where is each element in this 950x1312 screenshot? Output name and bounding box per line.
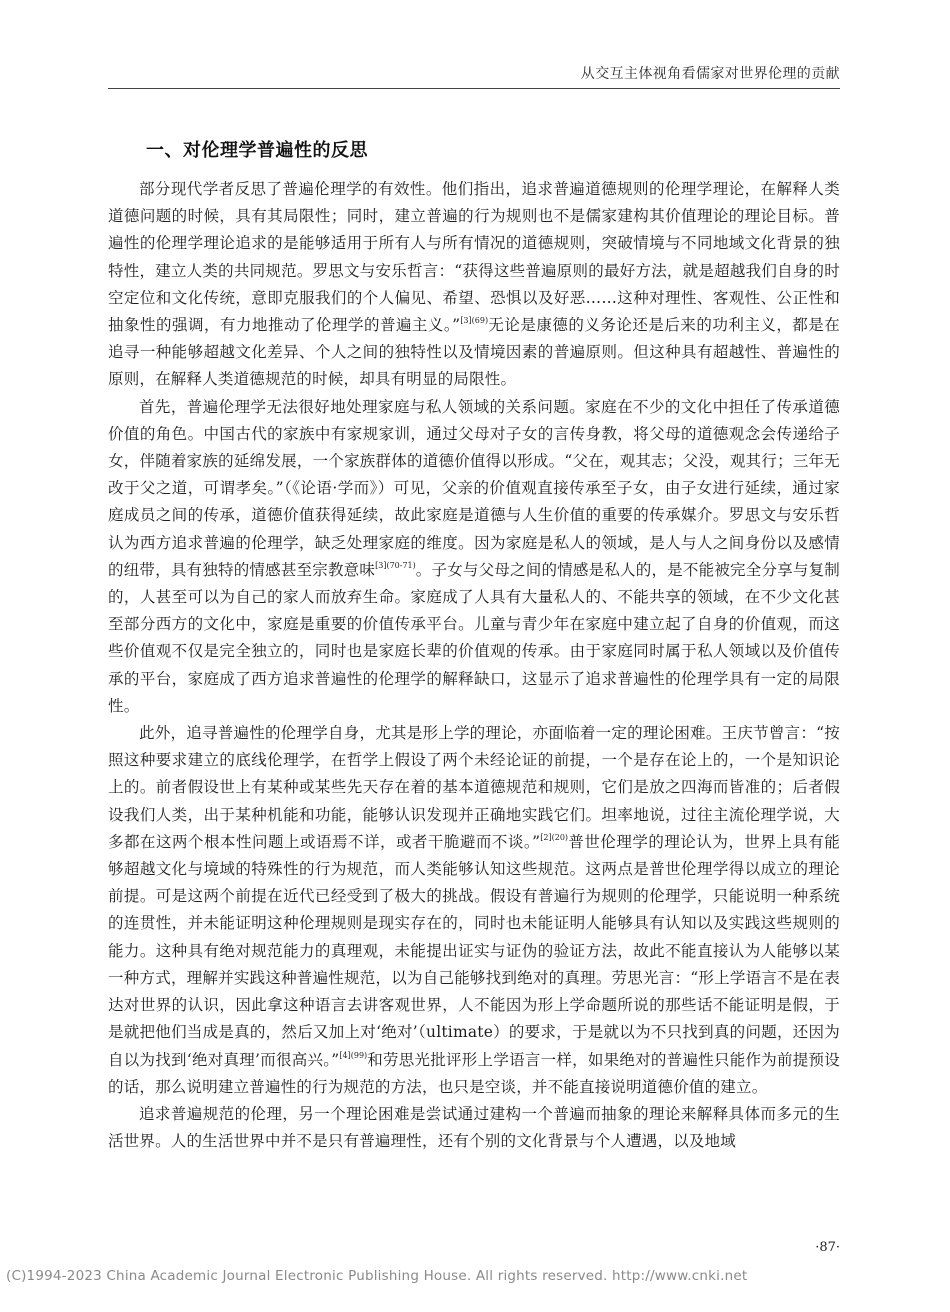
section-heading: 一、对伦理学普遍性的反思: [146, 140, 368, 161]
paragraph-text: 和劳思光批评形上学语言一样，如果绝对的普遍性只能作为前提预设的话，那么说明建立普遍性的行为规范的方法，也只是空谈，并不能直接说明道德价值的建立。: [108, 1050, 840, 1096]
paragraph: [108, 1101, 840, 1155]
paragraph: [108, 176, 840, 394]
citation-superscript: [3](70-71): [375, 560, 416, 570]
paragraph-text: 普世伦理学的理论认为，世界上具有能够超越文化与境域的特殊性的行为规范，而人类能够认知这些规范。这两点是普世伦理学得以成立的理论前提。可是这两个前提在近代已经受到了极大的挑战。假设有普遍行为规则的伦理学，只能说明一种系统的连贯性，并未能证明这种伦理规则是现实存在的，同时也未能证明人能够具有认知以及实践这些规则的能力。这种具有绝对规范能力的真理观，未能提出证实与证伪的验证方法，故此不能直接认为人能够以某一种方式，理解并实践这种普遍性规范，以为自己能够找到绝对的真理。劳思光言：“形上学语言不是在表达对世界的认识，因此拿这种语言去讲客观世界，人不能因为形上学命题所说的那些话不能证明是假，于是就把他们当成是真的，然后又加上对‘绝对’（ultimate）的要求，于是就以为不只找到真的问题，还因为自以为找到‘绝对真理’而很高兴。”: [108, 832, 841, 1069]
copyright-watermark: (C)1994-2023 China Academic Journal Electronic Publishing House. All rights reserved. http://www.cnki.net: [6, 1268, 748, 1284]
citation-superscript: [4](99): [339, 1050, 368, 1060]
paragraph: [108, 720, 840, 1101]
header-rule: [108, 88, 840, 89]
paragraph-text: 此外，追寻普遍性的伦理学自身，尤其是形上学的理论，亦面临着一定的理论困难。王庆节曾言：“按照这种要求建立的底线伦理学，在哲学上假设了两个未经论证的前提，一个是存在论上的，一个是知识论上的。前者假设世上有某种或某些先天存在着的基本道德规范和规则，它们是放之四海而皆准的；后者假设我们人类，出于某种机能和功能，能够认识发现并正确地实践它们。坦率地说，过往主流伦理学说，大多都在这两个根本性问题上或语焉不详，或者干脆避而不谈。”: [108, 724, 840, 851]
paragraph-text: 首先，普遍伦理学无法很好地处理家庭与私人领域的关系问题。家庭在不少的文化中担任了传承道德价值的角色。中国古代的家族中有家规家训，通过父母对子女的言传身教，将父母的道德观念会传递给子女，伴随着家族的延绵发展，一个家族群体的道德价值得以形成。“父在，观其志；父没，观其行；三年无改于父之道，可谓孝矣。”（《论语·学而》）可见，父亲的价值观直接传承至子女，由子女进行延续，通过家庭成员之间的传承，道德价值获得延续，故此家庭是道德与人生价值的重要的传承媒介。罗思文与安乐哲认为西方追求普遍的伦理学，缺乏处理家庭的维度。因为家庭是私人的领域，是人与人之间身份以及感情的纽带，具有独特的情感甚至宗教意味: [108, 397, 840, 579]
article-body: [108, 176, 840, 1155]
page-number: ·87·: [815, 1240, 840, 1255]
citation-superscript: [2](20): [540, 832, 569, 842]
paragraph-text: 追求普遍规范的伦理，另一个理论困难是尝试通过建构一个普遍而抽象的理论来解释具体而多元的生活世界。人的生活世界中并不是只有普遍理性，还有个别的文化背景与个人遭遇，以及地域: [108, 1104, 840, 1151]
paragraph-text: 。子女与父母之间的情感是私人的，是不能被完全分享与复制的，人甚至可以为自己的家人而放弃生命。家庭成了人具有大量私人的、不能共享的领域，在不少文化甚至部分西方的文化中，家庭是重要的价值传承平台。儿童与青少年在家庭中建立起了自身的价值观，而这些价值观不仅是完全独立的，同时也是家庭长辈的价值观的传承。由于家庭同时属于私人领域以及价值传承的平台，家庭成了西方追求普遍性的伦理学的解释缺口，这显示了追求普遍性的伦理学具有一定的局限性。: [108, 560, 841, 715]
paragraph: [108, 394, 840, 720]
running-header: 从交互主体视角看儒家对世界伦理的贡献: [580, 66, 840, 82]
paragraph-text: 无论是康德的义务论还是后来的功利主义，都是在追寻一种能够超越文化差异、个人之间的独特性以及情境因素的普遍原则。但这种具有超越性、普遍性的原则，在解释人类道德规范的时候，却具有明显的局限性。: [108, 316, 841, 389]
citation-superscript: [3](69): [460, 316, 489, 326]
paragraph-text: 部分现代学者反思了普遍伦理学的有效性。他们指出，追求普遍道德规则的伦理学理论，在解释人类道德问题的时候，具有其局限性；同时，建立普遍的行为规则也不是儒家建构其价值理论的理论目标。普遍性的伦理学理论追求的是能够适用于所有人与所有情况的道德规则，突破情境与不同地域文化背景的独特性，建立人类的共同规范。罗思文与安乐哲言：“获得这些普遍原则的最好方法，就是超越我们自身的时空定位和文化传统，意即克服我们的个人偏见、希望、恐惧以及好恶……这种对理性、客观性、公正性和抽象性的强调，有力地推动了伦理学的普遍主义。”: [108, 180, 840, 335]
